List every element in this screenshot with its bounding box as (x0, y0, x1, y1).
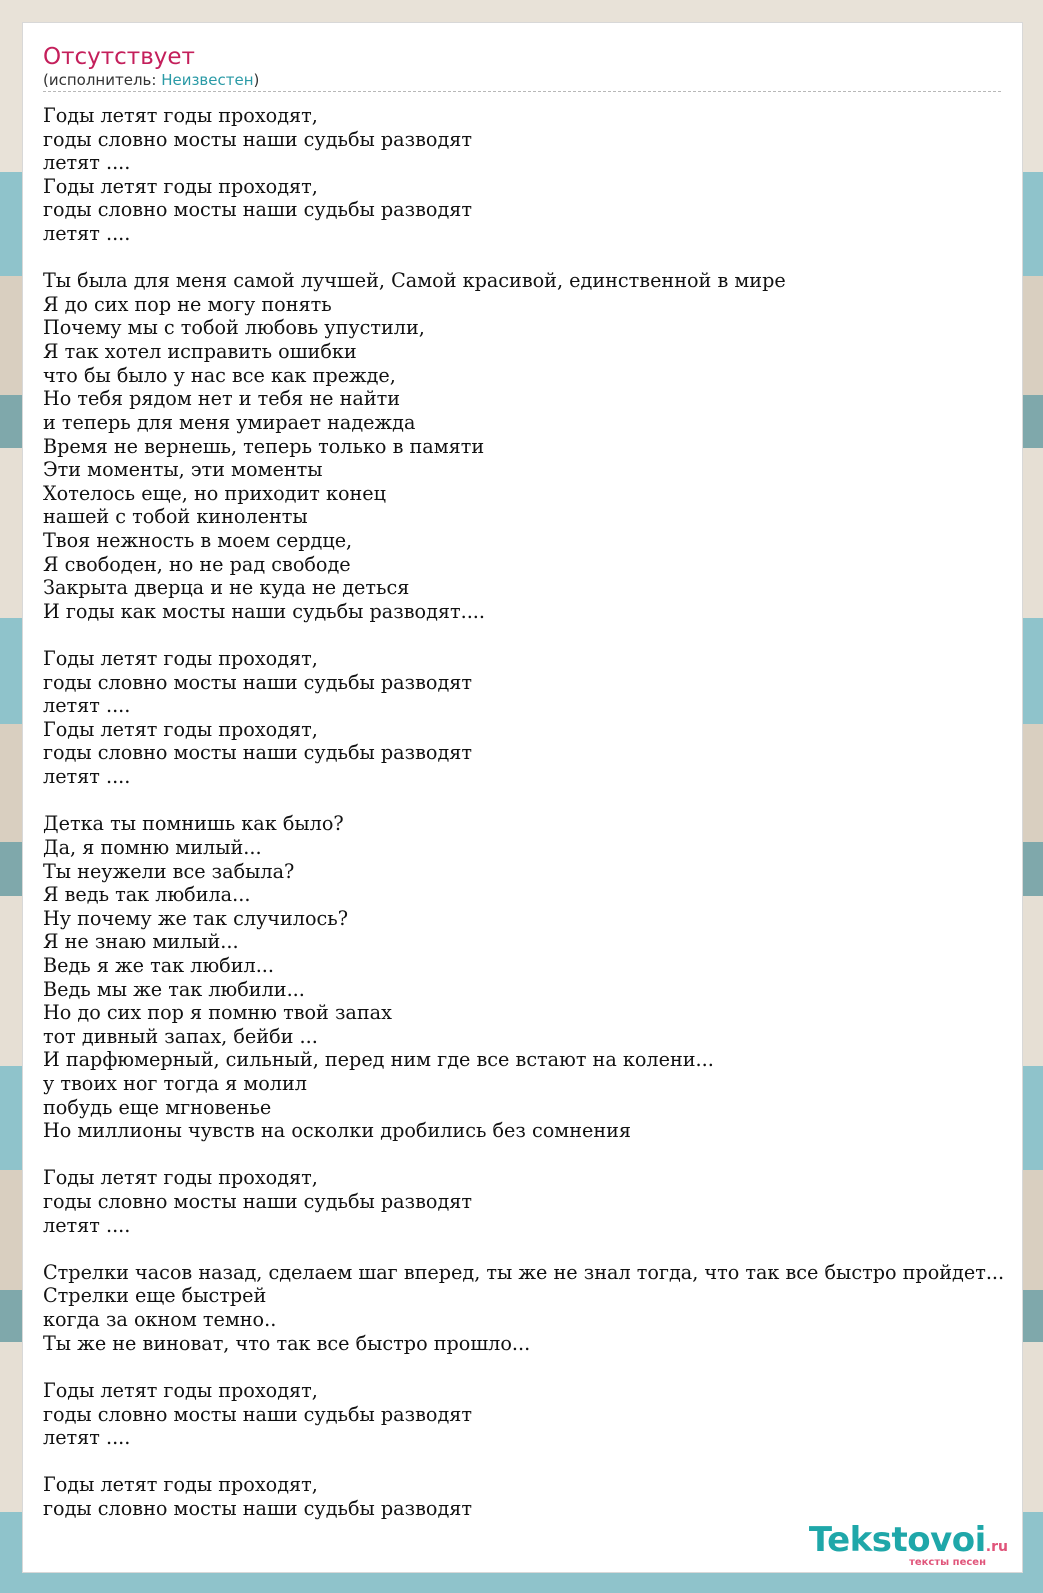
lyric-line: Я до сих пор не могу понять (43, 292, 332, 316)
lyric-line: Детка ты помнишь как было? (43, 812, 344, 836)
lyric-line: побудь еще мгновенье (43, 1095, 272, 1119)
logo-domain-suffix: .ru (985, 1539, 1008, 1555)
artist-line (43, 71, 1001, 89)
lyric-line: Ведь я же так любил... (43, 953, 274, 977)
lyric-line: Ты неужели все забыла? (43, 859, 295, 883)
lyric-line: летят .... (43, 222, 131, 246)
lyric-line: Почему мы с тобой любовь упустили, (43, 316, 425, 340)
lyric-line: Твоя нежность в моем сердце, (43, 528, 353, 552)
lyric-line: Годы летят годы проходят, (43, 174, 318, 198)
lyric-line: Годы летят годы проходят, (43, 717, 318, 741)
lyric-line: Ну почему же так случилось? (43, 906, 348, 930)
lyric-blank-line (43, 623, 1023, 647)
lyric-blank-line (43, 1450, 1023, 1474)
lyric-line: что бы было у нас все как прежде, (43, 363, 396, 387)
lyric-line: Время не вернешь, теперь только в памяти (43, 434, 485, 458)
lyric-line: Годы летят годы проходят, (43, 104, 318, 127)
lyric-blank-line (43, 1143, 1023, 1167)
lyric-line: годы словно мосты наши судьбы разводят (43, 670, 472, 694)
lyric-line: когда за окном темно.. (43, 1308, 277, 1332)
lyric-line: Хотелось еще, но приходит конец (43, 481, 386, 505)
lyric-line: Стрелки часов назад, сделаем шаг вперед, ты же не знал тогда, что так все быстро пройдет... (43, 1260, 1005, 1284)
song-title: Отсутствует (43, 44, 195, 70)
lyric-line: Годы летят годы проходят, (43, 1166, 318, 1190)
lyric-line: И парфюмерный, сильный, перед ним где все встают на колени... (43, 1048, 714, 1072)
lyric-line: Я так хотел исправить ошибки (43, 340, 357, 364)
lyric-blank-line (43, 789, 1023, 813)
lyric-blank-line (43, 1237, 1023, 1261)
lyric-line: годы словно мосты наши судьбы разводят (43, 1190, 472, 1214)
lyrics-card (22, 22, 1023, 1573)
lyric-line: Годы летят годы проходят, (43, 1378, 318, 1402)
lyric-blank-line (43, 1355, 1023, 1379)
lyric-line: Ведь мы же так любили... (43, 977, 305, 1001)
lyric-line: и теперь для меня умирает надежда (43, 410, 416, 434)
lyric-line: Ты была для меня самой лучшей, Самой красивой, единственной в мире (43, 269, 786, 293)
lyric-line: Но тебя рядом нет и тебя не найти (43, 387, 401, 411)
lyric-line: годы словно мосты наши судьбы разводят (43, 127, 472, 151)
lyric-line: годы словно мосты наши судьбы разводят (43, 1402, 472, 1426)
lyric-line: летят .... (43, 694, 131, 718)
lyric-line: у твоих ног тогда я молил (43, 1071, 307, 1095)
lyric-blank-line (43, 246, 1023, 270)
lyric-line: летят .... (43, 1426, 131, 1450)
site-logo[interactable] (809, 1522, 1008, 1568)
lyric-line: Стрелки еще быстрей (43, 1284, 267, 1308)
lyric-line: годы словно мосты наши судьбы разводят (43, 741, 472, 765)
logo-wordmark (809, 1522, 1008, 1558)
lyric-line: Но миллионы чувств на осколки дробились без сомнения (43, 1119, 632, 1143)
lyric-line: Закрыта дверца и не куда не деться (43, 576, 410, 600)
artist-suffix: ) (253, 71, 260, 89)
lyrics-text (43, 104, 1023, 1521)
lyric-line: Но до сих пор я помню твой запах (43, 1001, 392, 1025)
lyric-line: Ты же не виноват, что так все быстро прошло... (43, 1331, 531, 1355)
artist-link[interactable]: Неизвестен (161, 71, 254, 89)
lyric-line: тот дивный запах, бейби ... (43, 1024, 318, 1048)
lyric-line: годы словно мосты наши судьбы разводят (43, 1496, 472, 1520)
lyric-line: летят .... (43, 765, 131, 789)
artist-prefix: (исполнитель: (43, 71, 162, 89)
lyric-line: Да, я помню милый... (43, 835, 262, 859)
lyric-line: Эти моменты, эти моменты (43, 458, 323, 482)
lyric-line: годы словно мосты наши судьбы разводят (43, 198, 472, 222)
lyric-line: нашей с тобой киноленты (43, 505, 308, 529)
lyric-line: летят .... (43, 151, 131, 175)
logo-subtitle: тексты песен (909, 1557, 986, 1568)
song-header (43, 43, 1001, 92)
lyric-line: Годы летят годы проходят, (43, 647, 318, 671)
lyric-line: Я не знаю милый... (43, 930, 239, 954)
lyric-line: Я ведь так любила... (43, 883, 251, 907)
lyric-line: И годы как мосты наши судьбы разводят.... (43, 599, 485, 623)
lyric-line: Я свободен, но не рад свободе (43, 552, 351, 576)
lyric-line: летят .... (43, 1213, 131, 1237)
lyric-line: Годы летят годы проходят, (43, 1473, 318, 1497)
logo-main-text: Tekstovoi (808, 1520, 986, 1560)
